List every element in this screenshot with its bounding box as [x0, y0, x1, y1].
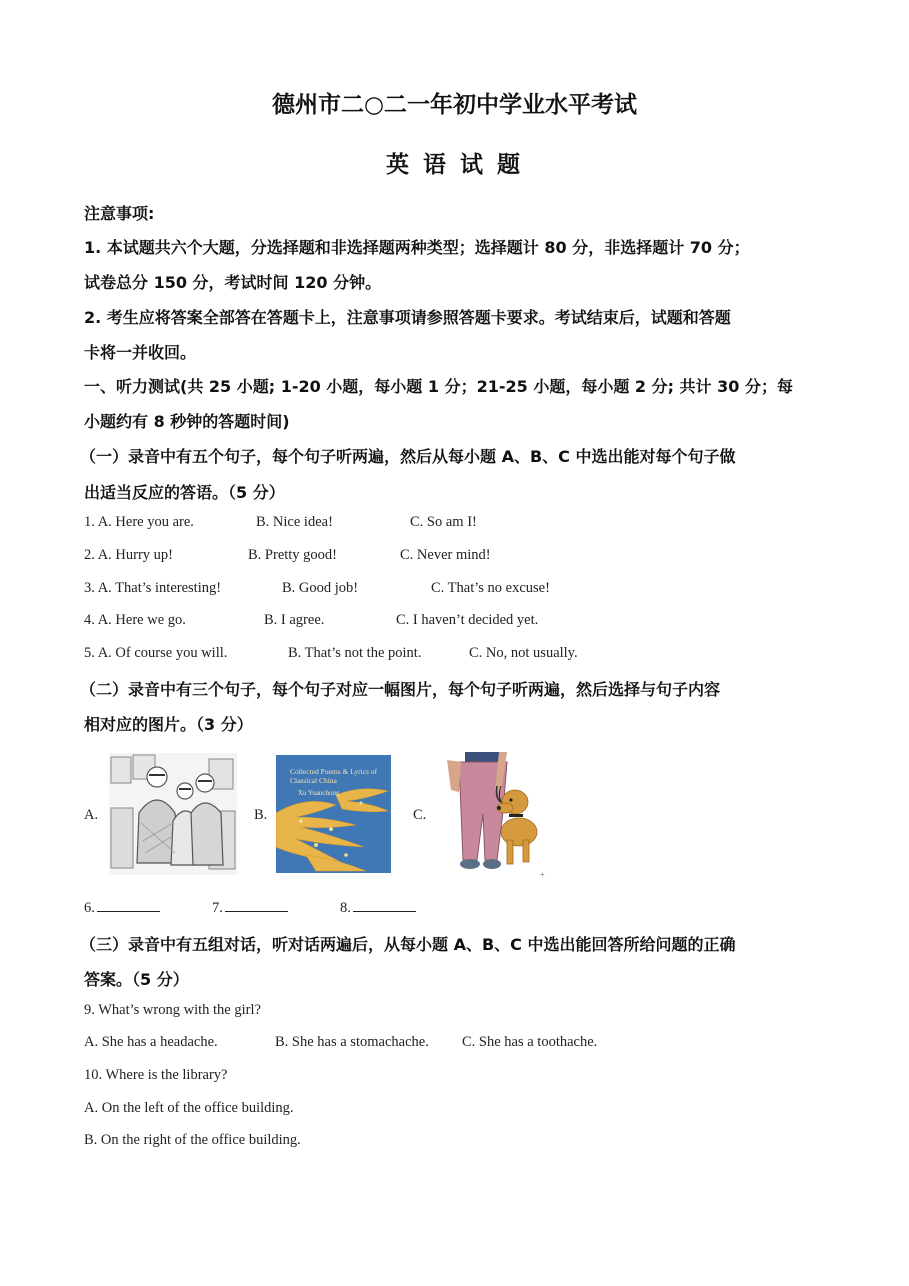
section2-heading-line-2: 相对应的图片。（3 分）: [84, 715, 253, 734]
man-walking-dog-illustration: [437, 752, 541, 876]
option-3b: B. Good job!: [282, 580, 359, 596]
blank-7-line[interactable]: [225, 899, 288, 912]
cinema-audience-sketch: [109, 753, 237, 875]
option-3c: C. That’s no excuse!: [431, 580, 550, 596]
option-10a: A. On the left of the office building.: [84, 1100, 294, 1116]
option-1c: C. So am I!: [410, 514, 477, 530]
exam-title: 德州市二○二一年初中学业水平考试: [271, 92, 638, 118]
blank-8: [340, 899, 416, 917]
option-3a: 3. A. That’s interesting!: [84, 580, 222, 596]
part1-heading-line-1: 一、听力测试(共 25 小题; 1-20 小题，每小题 1 分；21-25 小题，每小题 2 分; 共计 30 分；每: [84, 377, 793, 396]
section1-heading-line-1: （一）录音中有五个句子，每个句子听两遍，然后从每小题 A、B、C 中选出能对每个句子做: [80, 447, 736, 466]
question-9: 9. What’s wrong with the girl?: [84, 1002, 261, 1018]
book-title: Collected Poems & Lyrics of Classical China: [290, 767, 378, 785]
option-9b: B. She has a stomachache.: [275, 1034, 429, 1050]
notice-heading: 注意事项:: [84, 204, 155, 223]
notice-line-3: 2. 考生应将答案全部答在答题卡上，注意事项请参照答题卡要求。考试结束后，试题和答题: [84, 308, 731, 327]
plus-mark: +: [540, 870, 545, 879]
picture-label-a: A.: [84, 807, 99, 823]
option-4a: 4. A. Here we go.: [84, 612, 186, 628]
option-9c: C. She has a toothache.: [462, 1034, 598, 1050]
section3-heading-line-1: （三）录音中有五组对话，听对话两遍后，从每小题 A、B、C 中选出能回答所给问题的正确: [80, 935, 736, 954]
blank-7-number: 7.: [212, 900, 223, 916]
notice-line-1: 1. 本试题共六个大题，分选择题和非选择题两种类型；选择题计 80 分，非选择题计 70 分；: [84, 238, 750, 257]
book-author: Xu Yuanchong: [298, 789, 340, 797]
option-5c: C. No, not usually.: [469, 645, 578, 661]
poetry-book-cover: [276, 755, 391, 873]
option-2b: B. Pretty good!: [248, 547, 338, 563]
question-10: 10. Where is the library?: [84, 1067, 228, 1083]
notice-line-2: 试卷总分 150 分，考试时间 120 分钟。: [84, 273, 382, 292]
section3-heading-line-2: 答案。（5 分）: [84, 970, 189, 989]
blank-6-line[interactable]: [97, 899, 160, 912]
exam-subtitle: 英 语 试 题: [385, 152, 524, 178]
section2-heading-line-1: （二）录音中有三个句子，每个句子对应一幅图片，每个句子听两遍，然后选择与句子内容: [80, 680, 721, 699]
option-9a: A. She has a headache.: [84, 1034, 218, 1050]
option-5a: 5. A. Of course you will.: [84, 645, 228, 661]
part1-heading-line-2: 小题约有 8 秒钟的答题时间): [84, 412, 290, 431]
picture-label-b: B.: [254, 807, 268, 823]
option-2c: C. Never mind!: [400, 547, 491, 563]
blank-8-number: 8.: [340, 900, 351, 916]
blank-8-line[interactable]: [353, 899, 416, 912]
option-4b: B. I agree.: [264, 612, 325, 628]
section1-heading-line-2: 出适当反应的答语。（5 分）: [84, 483, 285, 502]
blank-6-number: 6.: [84, 900, 95, 916]
blank-7: [212, 899, 288, 917]
option-5b: B. That’s not the point.: [288, 645, 422, 661]
picture-label-c: C.: [413, 807, 427, 823]
option-10b: B. On the right of the office building.: [84, 1132, 301, 1148]
blank-6: [84, 899, 160, 917]
option-2a: 2. A. Hurry up!: [84, 547, 174, 563]
option-1b: B. Nice idea!: [256, 514, 333, 530]
option-4c: C. I haven’t decided yet.: [396, 612, 539, 628]
option-1a: 1. A. Here you are.: [84, 514, 194, 530]
notice-line-4: 卡将一并收回。: [84, 343, 197, 362]
